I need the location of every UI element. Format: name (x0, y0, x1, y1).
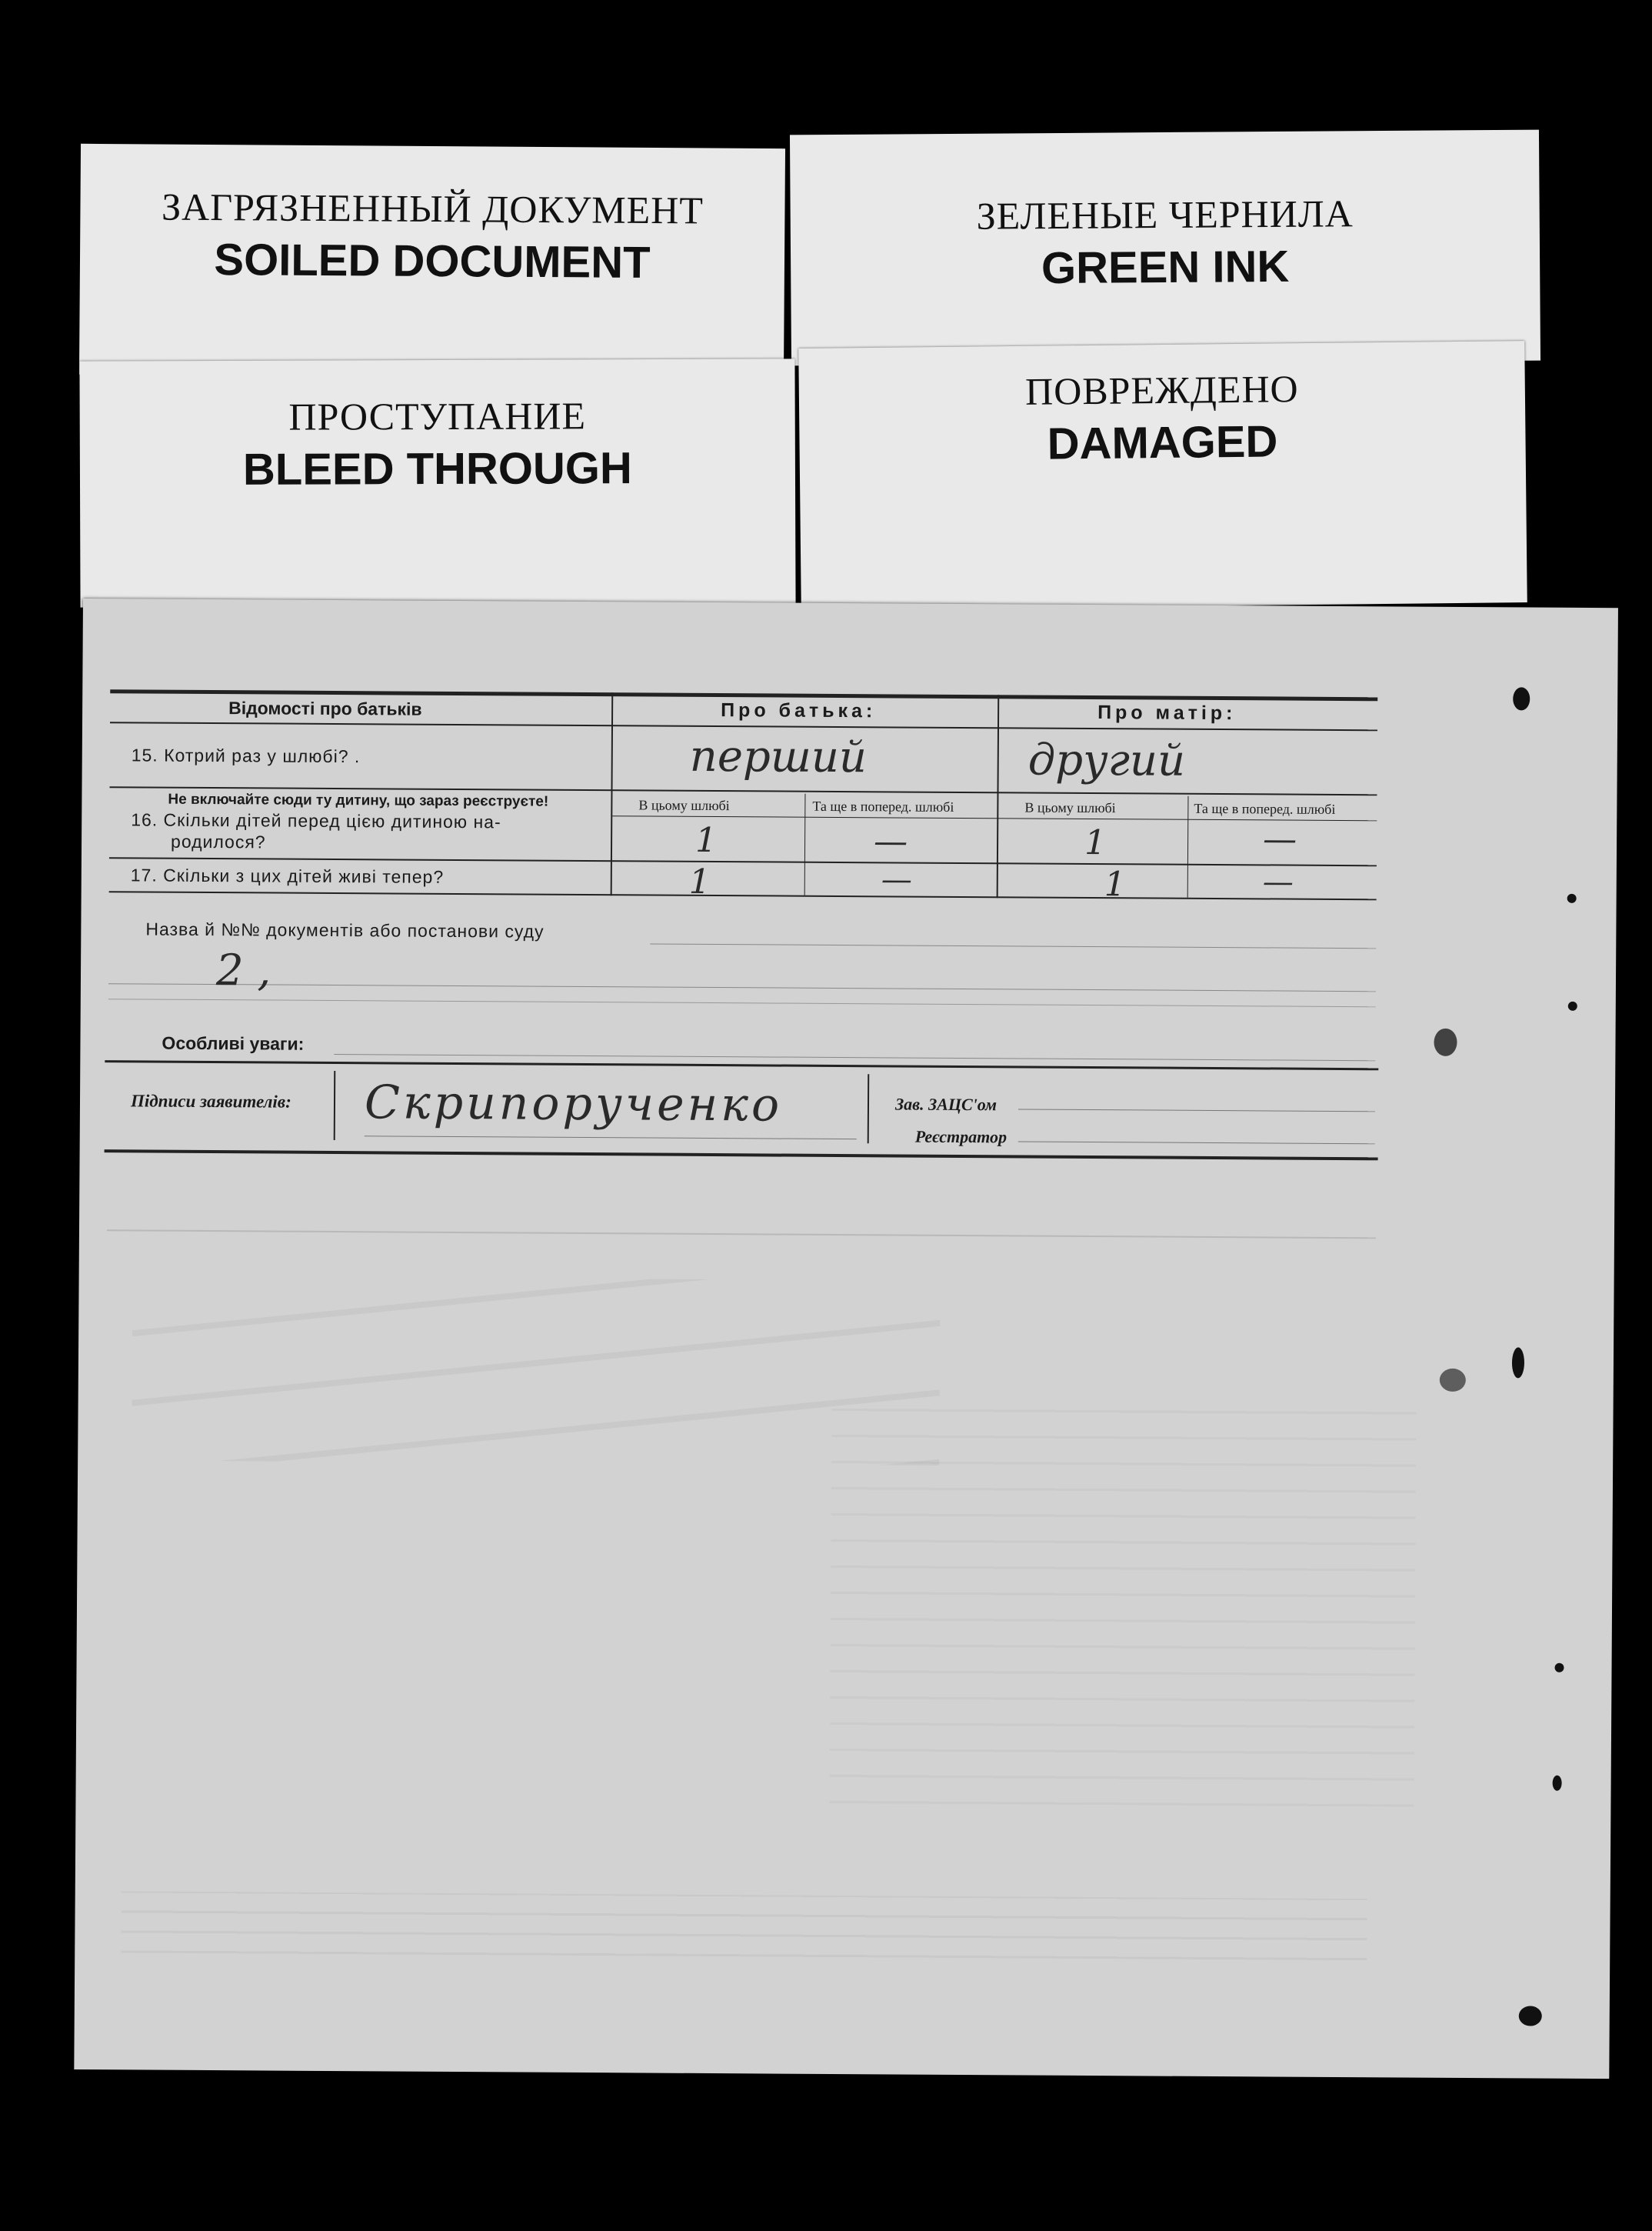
question-16-line1: 16. Скільки дітей перед цією дитиною на- (131, 809, 501, 832)
mother-col-this-marriage: В цьому шлюбі (1024, 799, 1116, 816)
handwritten-mother-alive-prev: — (1262, 864, 1294, 900)
registrar-line (1018, 1141, 1375, 1144)
soiled-document-card (79, 144, 785, 379)
bleed-through-card (79, 358, 795, 607)
handwritten-father-alive-prev: — (881, 862, 912, 898)
card-label-en: GREEN INK (1041, 241, 1290, 294)
signature-line (365, 1136, 857, 1139)
registrar-label: Реєстратор (914, 1126, 1008, 1147)
row17-rule (109, 891, 1377, 900)
punch-hole (1553, 1776, 1562, 1791)
mother-subcol-rule (1187, 796, 1189, 898)
punch-hole (1440, 1369, 1466, 1392)
remarks-line (334, 1054, 1375, 1061)
question-16-note: Не включайте сюди ту дитину, що зараз реєструєте! (168, 791, 549, 810)
signature-bottom-rule (105, 1149, 1378, 1160)
father-subcol-rule (804, 794, 806, 895)
record-sheet (74, 599, 1618, 2079)
card-label-ru: ПОВРЕЖДЕНО (1024, 367, 1299, 413)
father-col-rule (611, 692, 614, 895)
documents-dotted-line (650, 944, 1376, 949)
handwritten-signature: Скрипорученко (364, 1075, 783, 1132)
father-col-this-marriage: В цьому шлюбі (638, 797, 730, 814)
handwritten-father-marriage: перший (689, 731, 868, 783)
signatures-label: Підписи заявителів: (130, 1091, 291, 1112)
handwritten-mother-marriage: другий (1028, 735, 1186, 786)
father-col-prev-marriage: Та ще в поперед. шлюбі (812, 798, 954, 815)
question-15: 15. Котрий раз у шлюбі? . (131, 745, 361, 767)
card-label-en: SOILED DOCUMENT (214, 235, 651, 288)
signature-right-bracket (868, 1074, 870, 1143)
handwritten-documents: 2 , (215, 945, 271, 996)
green-ink-card (790, 130, 1540, 366)
signature-left-bracket (334, 1071, 336, 1140)
documents-rule (108, 999, 1376, 1007)
question-17: 17. Скільки з цих дітей живі тепер? (130, 865, 445, 887)
punch-hole (1555, 1663, 1564, 1672)
documents-label: Назва й №№ документів або постанови суду (145, 919, 545, 942)
punch-hole (1512, 1347, 1524, 1378)
row16-rule (109, 857, 1377, 866)
card-label-ru: ЗАГРЯЗНЕННЫЙ ДОКУМЕНТ (161, 185, 704, 232)
zags-line (1018, 1109, 1375, 1112)
header-father: Про батька: (721, 699, 877, 722)
handwritten-father-children-prev: — (873, 822, 908, 862)
question-16-line2: родилося? (170, 831, 266, 852)
card-label-ru: ЗЕЛЕНЫЕ ЧЕРНИЛА (976, 192, 1354, 238)
handwritten-mother-children-prev: — (1262, 819, 1297, 859)
handwritten-father-children-this: 1 (694, 820, 718, 861)
card-label-en: DAMAGED (1047, 416, 1278, 469)
remarks-label: Особливі уваги: (162, 1032, 305, 1054)
punch-hole (1513, 687, 1530, 710)
header-parents: Відомості про батьків (228, 698, 422, 719)
handwritten-mother-alive-this: 1 (1104, 865, 1126, 905)
card-label-ru: ПРОСТУПАНИЕ (288, 394, 587, 439)
card-label-en: BLEED THROUGH (242, 443, 632, 495)
mother-col-rule (997, 695, 1000, 898)
punch-hole (1568, 1002, 1577, 1011)
zags-label: Зав. ЗАЦС'ом (894, 1094, 998, 1115)
signature-top-rule (105, 1060, 1378, 1070)
punch-hole (1434, 1029, 1457, 1056)
header-mother: Про матір: (1097, 702, 1237, 725)
handwritten-father-alive-this: 1 (688, 862, 711, 902)
documents-dotted-line-2 (108, 983, 1376, 992)
punch-hole (1567, 894, 1577, 903)
handwritten-mother-children-this: 1 (1084, 822, 1107, 863)
punch-hole (1519, 2006, 1542, 2026)
mother-col-prev-marriage: Та ще в поперед. шлюбі (1194, 800, 1336, 817)
damaged-card (798, 341, 1527, 610)
